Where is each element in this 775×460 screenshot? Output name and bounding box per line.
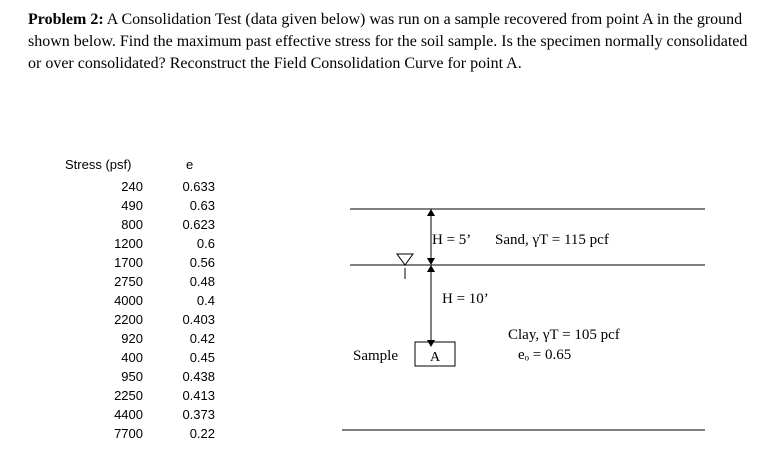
void-ratio-value-cell: 0.403 [182, 312, 215, 327]
void-ratio-value-cell: 0.373 [182, 407, 215, 422]
sand-layer-label: Sand, γT = 115 pcf [495, 232, 609, 248]
stress-value-cell: 7700 [114, 426, 143, 441]
void-ratio-column-header: e [186, 157, 194, 172]
stress-value-cell: 800 [121, 217, 143, 232]
stress-value-cell: 920 [121, 331, 143, 346]
stress-value-cell: 1200 [114, 236, 143, 251]
void-ratio-value-cell: 0.45 [189, 350, 215, 365]
stress-value-cell: 950 [121, 369, 143, 384]
void-ratio-value-cell: 0.633 [182, 179, 215, 194]
void-ratio-value-cell: 0.6 [196, 236, 215, 251]
stress-value-cell: 2250 [114, 388, 143, 403]
void-ratio-value-cell: 0.56 [189, 255, 215, 270]
void-ratio-value-cell: 0.438 [182, 369, 215, 384]
point-a-label: A [430, 350, 441, 365]
void-ratio-value-cell: 0.22 [189, 426, 215, 441]
void-ratio-value-cell: 0.413 [182, 388, 215, 403]
stress-value-cell: 1700 [114, 255, 143, 270]
sand-thickness-label: H = 5’ [432, 232, 472, 248]
stress-value-cell: 4400 [114, 407, 143, 422]
void-ratio-value-cell: 0.4 [196, 293, 215, 308]
clay-void-ratio-label: eₒ = 0.65 [518, 347, 572, 363]
clay-layer-label: Clay, γT = 105 pcf [508, 327, 620, 343]
problem-label: Problem 2: [28, 11, 104, 28]
stress-value-cell: 490 [121, 198, 143, 213]
stress-value-cell: 2750 [114, 274, 143, 289]
clay-depth-label: H = 10’ [442, 291, 489, 307]
problem-text: A Consolidation Test (data given below) was run on a sample recovered from point A in the ground shown below. Find the maximum past effective stress for the soil sample. Is the specimen normally consolidated or over consolidated? Reconstruct the Field Consolidation Curve for point A. [28, 11, 748, 72]
sample-label: Sample [353, 348, 398, 364]
stress-column-header: Stress (psf) [65, 157, 132, 172]
void-ratio-value-cell: 0.63 [189, 198, 215, 213]
stress-value-cell: 400 [121, 350, 143, 365]
void-ratio-value-cell: 0.48 [189, 274, 215, 289]
stress-value-cell: 2200 [114, 312, 143, 327]
void-ratio-value-cell: 0.623 [182, 217, 215, 232]
stress-value-cell: 4000 [114, 293, 143, 308]
void-ratio-value-cell: 0.42 [189, 331, 215, 346]
clay-depth-arrow [427, 265, 435, 347]
stress-value-cell: 240 [121, 179, 143, 194]
water-table-icon [397, 254, 413, 279]
